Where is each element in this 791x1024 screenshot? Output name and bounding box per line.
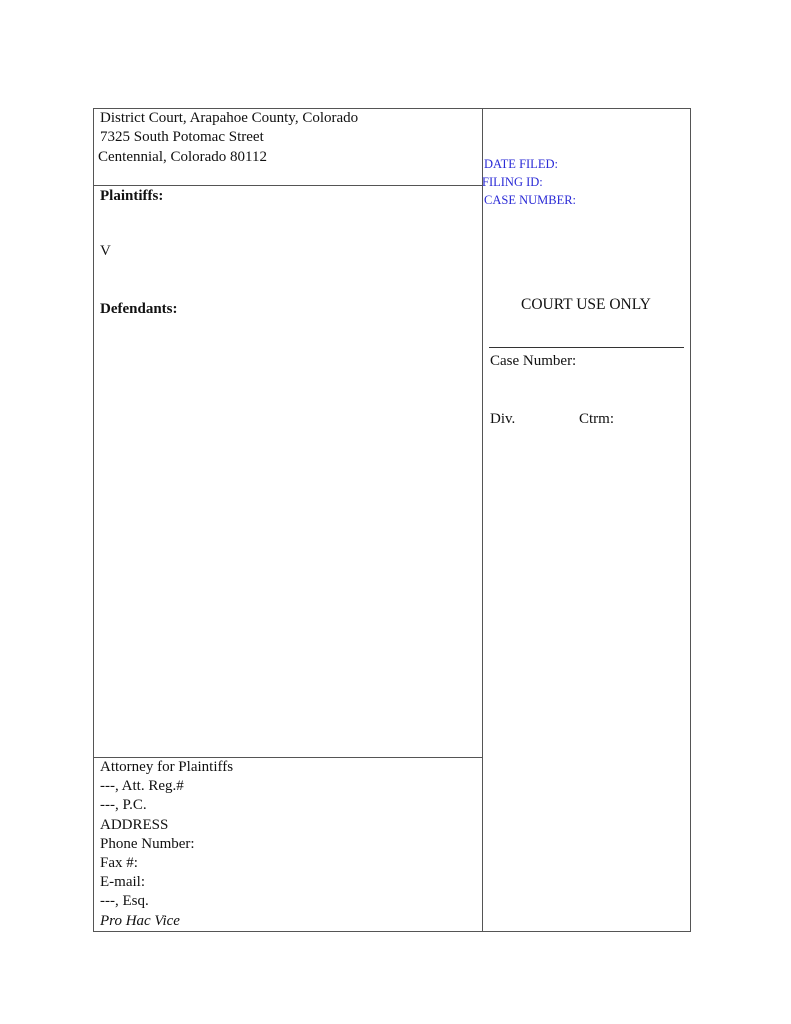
attorney-firm: ---, P.C. bbox=[100, 797, 147, 813]
case-number-label: Case Number: bbox=[490, 353, 577, 369]
court-use-rule bbox=[489, 347, 684, 348]
date-filed-stamp: DATE FILED: bbox=[484, 157, 558, 171]
attorney-fax: Fax #: bbox=[100, 855, 138, 871]
pro-hac-vice-label: Pro Hac Vice bbox=[100, 913, 180, 929]
attorney-registration: ---, Att. Reg.# bbox=[100, 778, 184, 794]
versus-label: V bbox=[100, 243, 111, 259]
court-city: Centennial, Colorado 80112 bbox=[98, 149, 267, 165]
case-number-stamp: CASE NUMBER: bbox=[484, 193, 577, 207]
court-section-divider bbox=[93, 185, 483, 186]
court-street: 7325 South Potomac Street bbox=[100, 129, 264, 145]
courtroom-label: Ctrm: bbox=[579, 411, 615, 427]
attorney-phone: Phone Number: bbox=[100, 836, 195, 852]
plaintiffs-label: Plaintiffs: bbox=[100, 188, 164, 204]
attorney-title: Attorney for Plaintiffs bbox=[100, 759, 234, 775]
column-divider bbox=[482, 108, 483, 932]
caption-box bbox=[93, 108, 691, 932]
court-name: District Court, Arapahoe County, Colorado bbox=[100, 110, 359, 126]
defendants-label: Defendants: bbox=[100, 301, 178, 317]
attorney-email: E-mail: bbox=[100, 874, 145, 890]
attorney-esq: ---, Esq. bbox=[100, 893, 149, 909]
court-use-only-label: COURT USE ONLY bbox=[521, 296, 651, 313]
division-label: Div. bbox=[490, 411, 516, 427]
attorney-address: ADDRESS bbox=[100, 817, 169, 833]
filing-id-stamp: FILING ID: bbox=[482, 175, 543, 189]
